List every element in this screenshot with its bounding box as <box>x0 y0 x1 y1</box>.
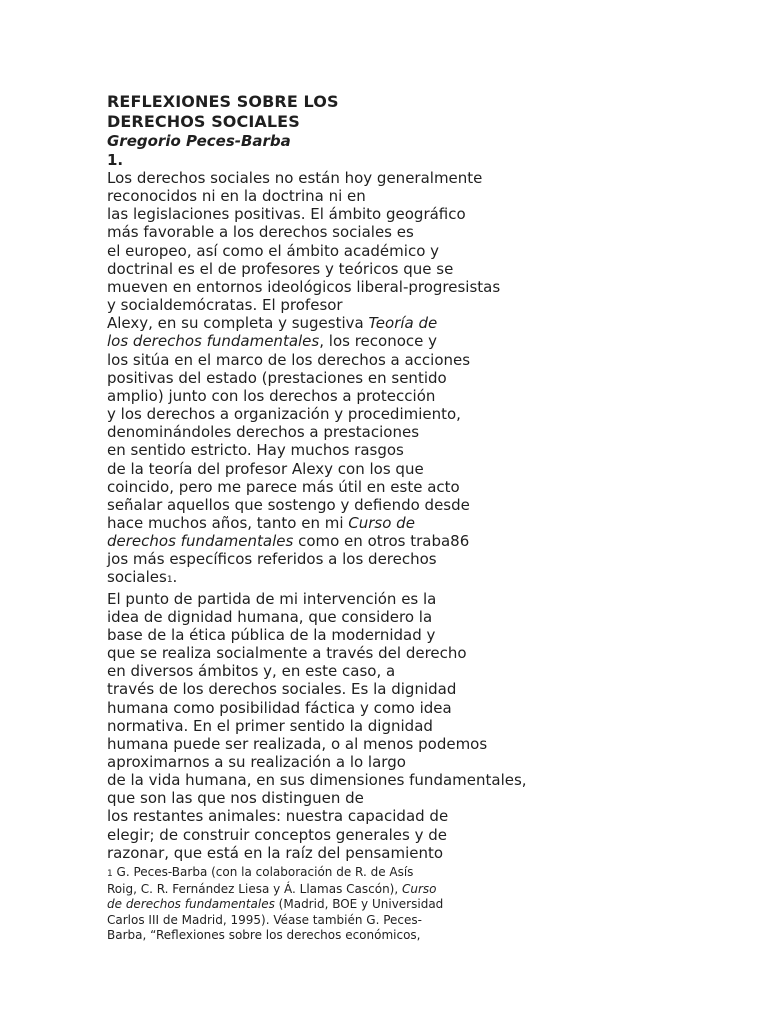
footnote-text: Barba, “Reflexiones sobre los derechos económicos, <box>107 927 421 942</box>
footnote-text: Carlos III de Madrid, 1995). Véase también G. Peces- <box>107 912 422 927</box>
body-line: razonar, que está en la raíz del pensamiento <box>107 843 444 862</box>
footnote-line <box>107 865 547 882</box>
body-line: Los derechos sociales no están hoy generalmente <box>107 169 483 187</box>
title-line-2: DERECHOS SOCIALES <box>107 112 300 131</box>
body-line <box>107 332 547 350</box>
body-text: Alexy, en su completa y sugestiva <box>107 314 369 333</box>
body-italic-text: derechos fundamentales <box>107 532 294 551</box>
footnote-line <box>107 928 547 943</box>
body-text: sociales <box>107 568 167 587</box>
body-line: de la vida humana, en sus dimensiones fundamentales, <box>107 771 527 790</box>
body-line: través de los derechos sociales. Es la dignidad <box>107 680 457 699</box>
footnote-text: G. Peces-Barba (con la colaboración de R. de Asís <box>112 864 414 879</box>
body-line: el europeo, así como el ámbito académico y <box>107 241 440 260</box>
body-line: de la teoría del profesor Alexy con los que <box>107 459 424 478</box>
body-line: señalar aquellos que sostengo y defiendo desde <box>107 495 470 514</box>
body-text: como en otros traba86 <box>293 532 470 551</box>
body-line: en diversos ámbitos y, en este caso, a <box>107 662 396 681</box>
body-line: positivas del estado (prestaciones en sentido <box>107 368 447 387</box>
author-name: Gregorio Peces-Barba <box>107 132 291 150</box>
body-text: . <box>172 568 178 587</box>
body-line: doctrinal es el de profesores y teóricos que se <box>107 259 454 278</box>
body-line: y los derechos a organización y procedimiento, <box>107 405 461 424</box>
body-line: elegir; de construir conceptos generales y de <box>107 825 448 844</box>
title-line-1: REFLEXIONES SOBRE LOS <box>107 92 339 111</box>
body-line: base de la ética pública de la modernidad y <box>107 625 436 644</box>
body-line: las legislaciones positivas. El ámbito geográfico <box>107 205 466 224</box>
body-line: normativa. En el primer sentido la dignidad <box>107 716 433 735</box>
body-line: más favorable a los derechos sociales es <box>107 223 414 242</box>
body-line: en sentido estricto. Hay muchos rasgos <box>107 441 404 460</box>
body-line: amplio) junto con los derechos a protección <box>107 386 436 405</box>
body-line: jos más específicos referidos a los derechos <box>107 550 437 569</box>
body-line: y socialdemócratas. El profesor <box>107 296 343 315</box>
footnote-text: Roig, C. R. Fernández Liesa y Á. Llamas Cascón), <box>107 882 402 897</box>
footnote <box>107 865 547 943</box>
body-line: los restantes animales: nuestra capacidad de <box>107 807 449 826</box>
footnote-reference: 1 <box>166 575 173 586</box>
body-text: hace muchos años, tanto en mi <box>107 513 349 532</box>
footnote-line <box>107 897 547 912</box>
body-line <box>107 532 547 550</box>
body-italic-text: Curso de <box>348 513 415 532</box>
body-line <box>107 568 547 589</box>
body-line: aproximarnos a su realización a lo largo <box>107 753 406 771</box>
body-line <box>107 314 547 332</box>
body-line <box>107 514 547 532</box>
body-line: los sitúa en el marco de los derechos a acciones <box>107 350 471 369</box>
footnote-italic-text: Curso <box>401 882 437 897</box>
body-line: mueven en entornos ideológicos liberal-progresistas <box>107 277 501 296</box>
body-italic-text: Teoría de <box>368 314 438 333</box>
footnote-line <box>107 882 547 897</box>
section-number: 1. <box>107 151 124 169</box>
footnote-line <box>107 913 547 928</box>
document-title <box>107 92 547 132</box>
body-line: El punto de partida de mi intervención es la <box>107 589 437 608</box>
footnote-italic-text: de derechos fundamentales <box>107 897 275 912</box>
footnote-text: (Madrid, BOE y Universidad <box>274 897 444 912</box>
document-page <box>107 92 547 943</box>
body-paragraph <box>107 169 547 862</box>
body-text: , los reconoce y <box>319 332 437 351</box>
body-line: humana puede ser realizada, o al menos podemos <box>107 734 488 753</box>
body-line: reconocidos ni en la doctrina ni en <box>107 187 366 206</box>
body-line: que se realiza socialmente a través del derecho <box>107 644 467 663</box>
body-italic-text: los derechos fundamentales <box>107 332 320 351</box>
footnote-marker: 1 <box>107 868 113 879</box>
body-line: que son las que nos distinguen de <box>107 789 364 808</box>
body-line: idea de dignidad humana, que considero la <box>107 607 433 626</box>
body-line: humana como posibilidad fáctica y como idea <box>107 698 452 717</box>
body-line: denominándoles derechos a prestaciones <box>107 423 420 442</box>
body-line: coincido, pero me parece más útil en este acto <box>107 477 460 496</box>
